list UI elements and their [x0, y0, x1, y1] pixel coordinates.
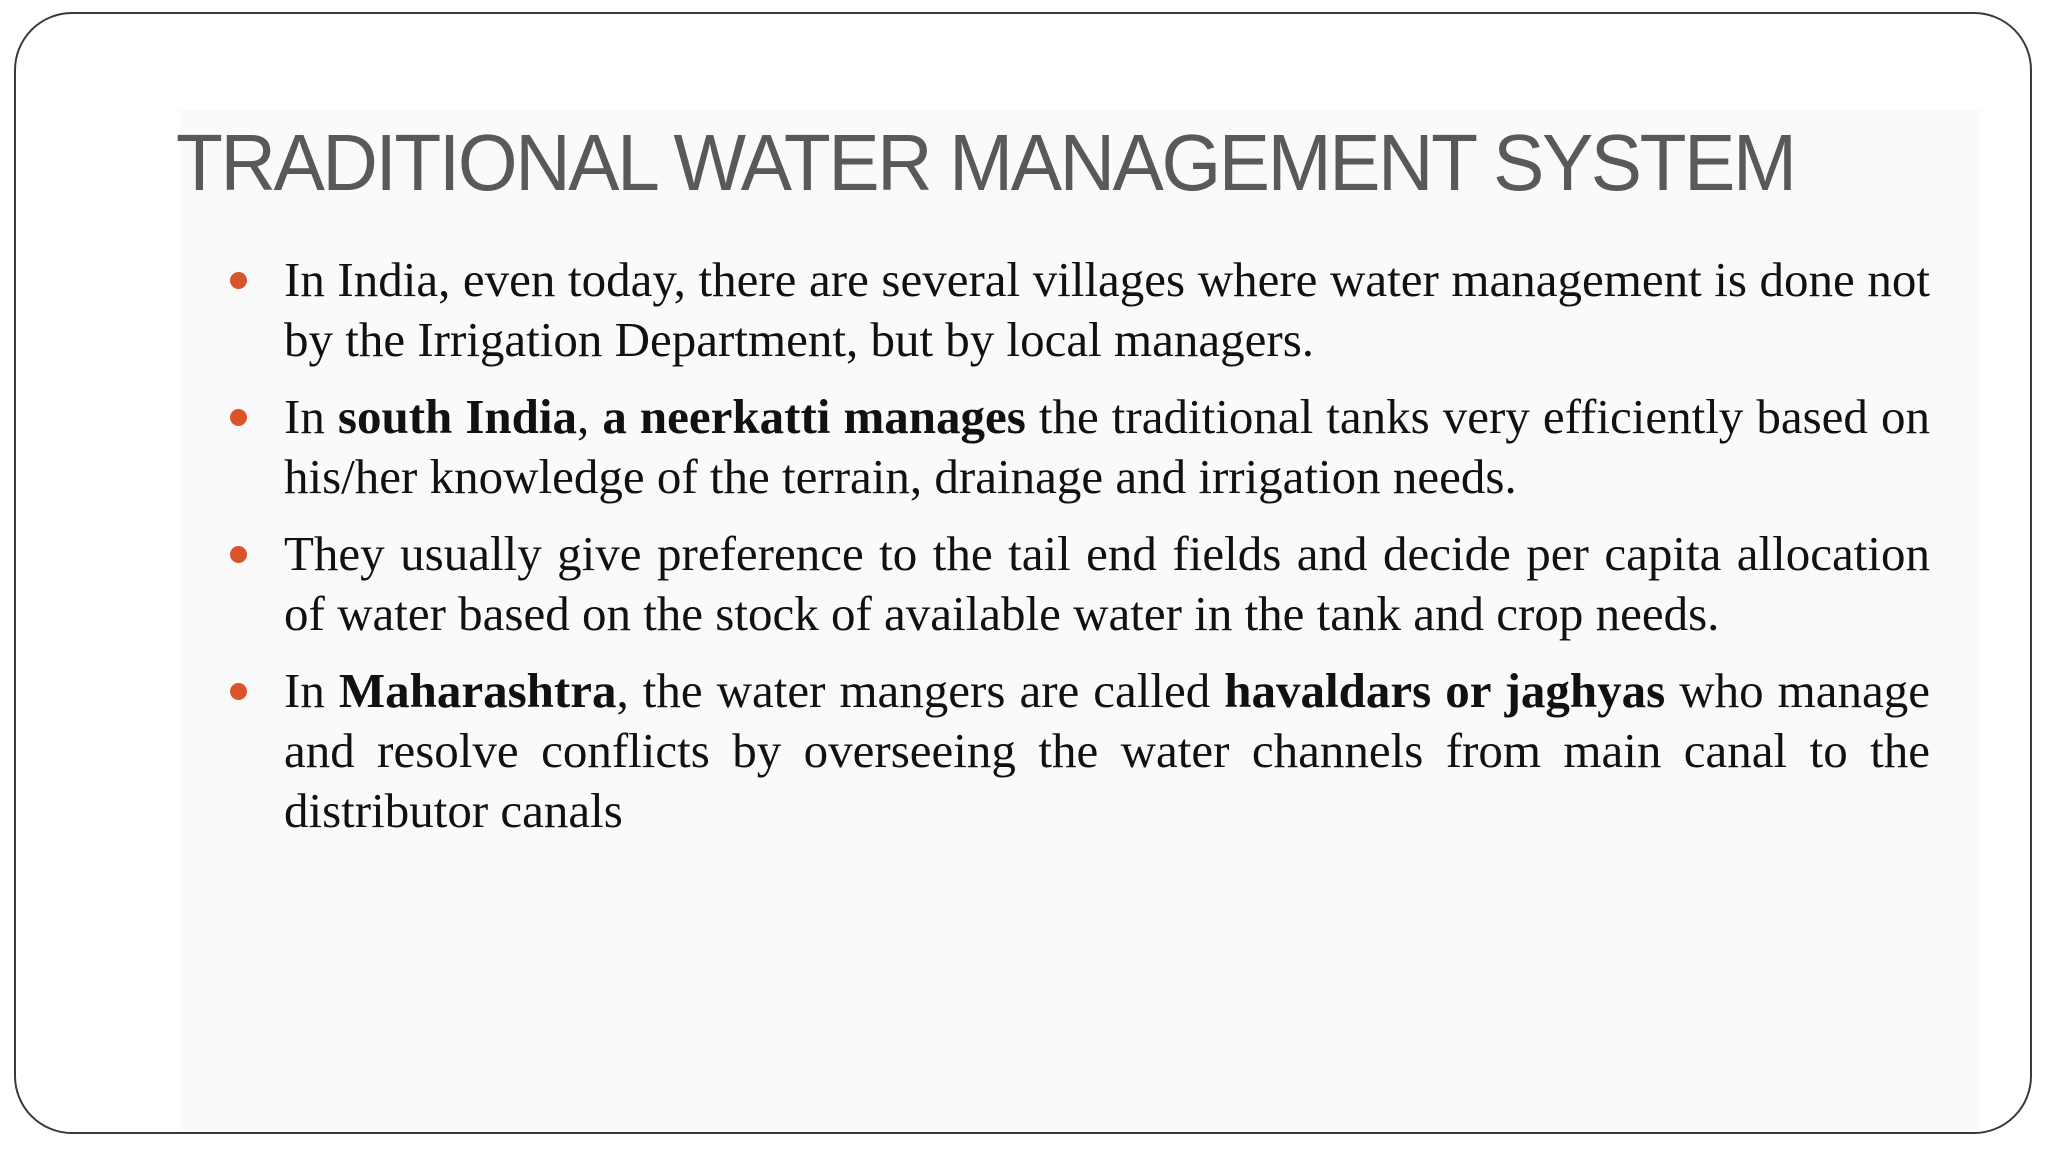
bullet-item-1 [212, 250, 1930, 370]
bullet-item-4 [212, 661, 1930, 841]
bullet-list [212, 250, 1930, 858]
bullet-item-2 [212, 387, 1930, 507]
text-segment: In [284, 389, 338, 444]
text-segment: In India, even today, there are several villages where water management is done not by the Irrigation Department, but by local managers. [284, 252, 1930, 367]
bullet-text [284, 661, 1930, 841]
bullet-item-3 [212, 524, 1930, 644]
bold-term-maharashtra: Maharashtra [338, 663, 617, 718]
bold-term-neerkatti: a neerkatti manages [602, 389, 1026, 444]
text-segment: In [284, 663, 339, 718]
bullet-dot-icon [230, 546, 247, 563]
bullet-dot-icon [230, 683, 247, 700]
text-segment: who manage and resolve conflicts by overseeing the water channels from main canal to the distributor canals [284, 663, 1931, 838]
slide-title: TRADITIONAL WATER MANAGEMENT SYSTEM [176, 118, 1795, 207]
bullet-dot-icon [230, 272, 247, 289]
bullet-text [284, 250, 1930, 370]
bullet-text [284, 387, 1930, 507]
text-segment: , [577, 389, 603, 444]
text-segment: the traditional tanks very efficiently based on his/her knowledge of the terrain, drainage and irrigation needs. [284, 389, 1930, 504]
bold-term-south-india: south India [337, 389, 578, 444]
bullet-text [284, 524, 1930, 644]
text-segment: , the water mangers are called [616, 663, 1225, 718]
text-segment: They usually give preference to the tail end fields and decide per capita allocation of water based on the stock of available water in the tank and crop needs. [284, 526, 1930, 641]
bold-term-havaldars: havaldars or jaghyas [1224, 663, 1666, 718]
bullet-dot-icon [230, 409, 247, 426]
